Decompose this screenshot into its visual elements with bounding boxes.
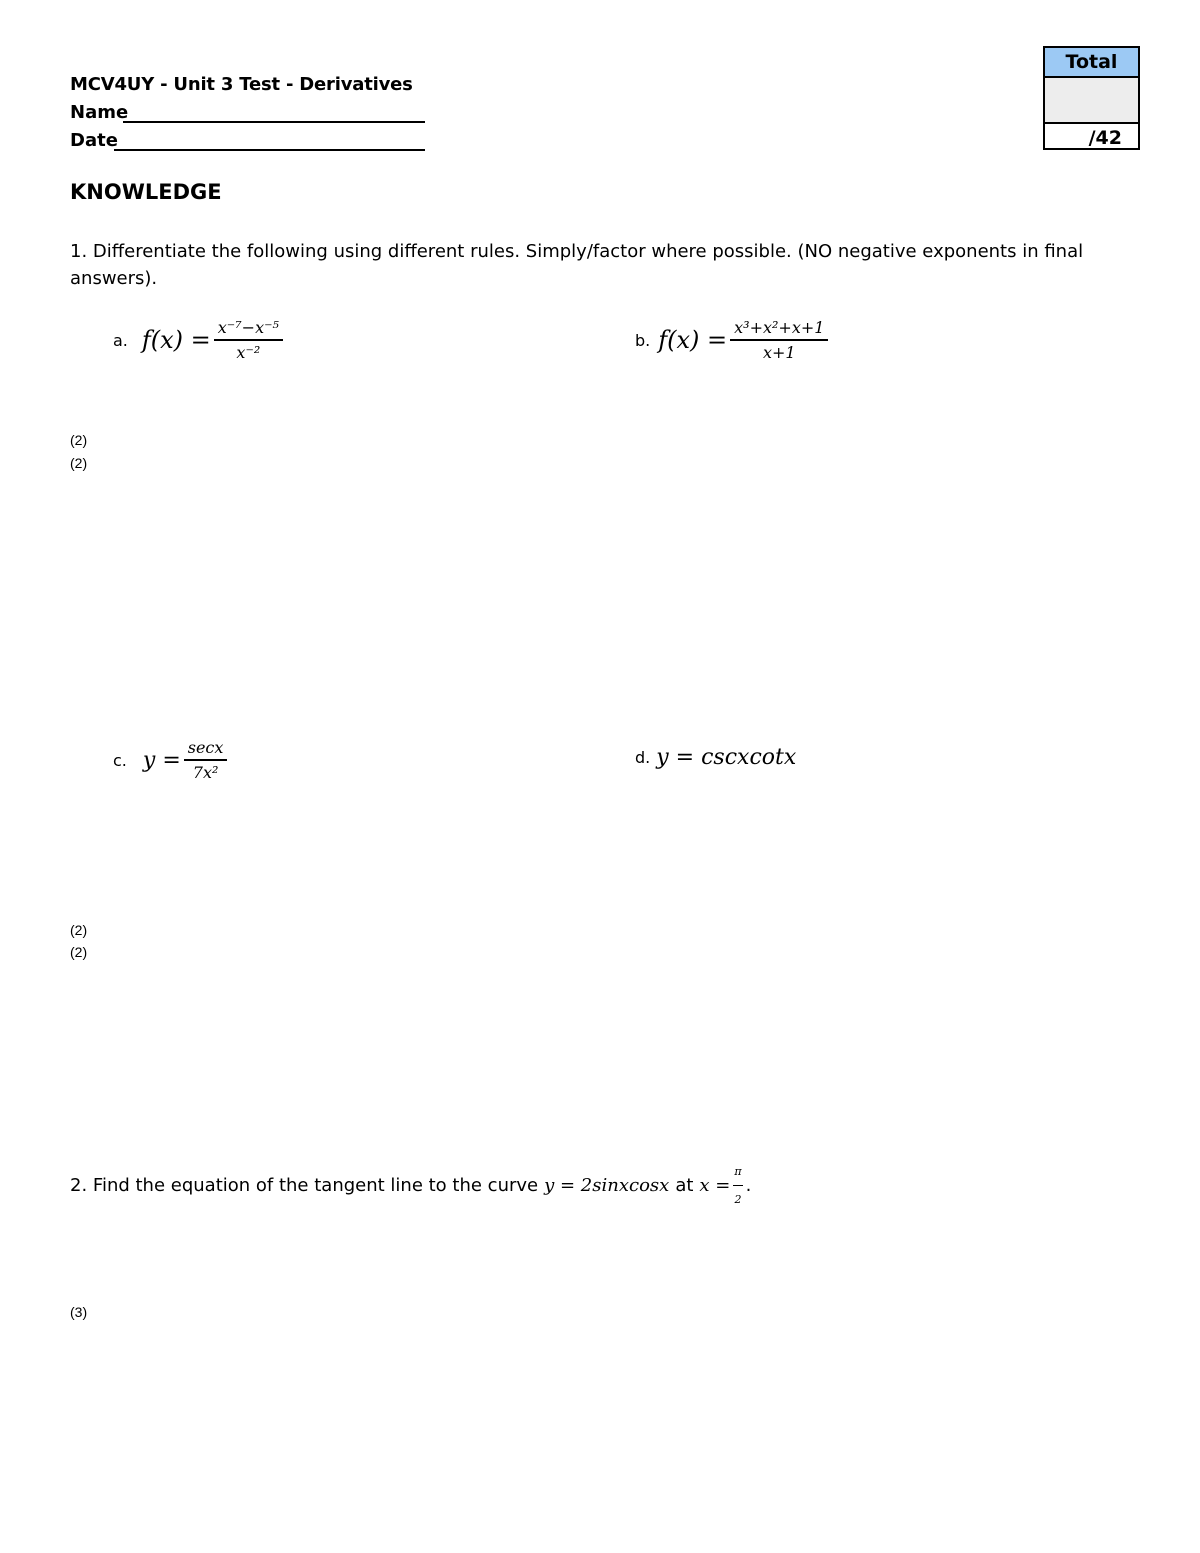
question-2-at: at xyxy=(675,1175,694,1196)
question-2-end: . xyxy=(745,1175,752,1196)
question-2-frac-num: π xyxy=(734,1165,742,1178)
question-1-text: 1. Differentiate the following using different rules. Simply/factor where possible. (NO negative exponents in final answers). xyxy=(70,241,1084,289)
total-score-field[interactable] xyxy=(1045,78,1138,124)
marks-1b: (2) xyxy=(70,455,88,471)
question-2-frac-den: 2 xyxy=(733,1185,742,1213)
question-2-prompt: 2. Find the equation of the tangent line to the curve xyxy=(70,1175,539,1196)
part-c xyxy=(113,738,230,782)
part-c-denominator: 7x² xyxy=(184,759,228,782)
total-label: Total xyxy=(1045,48,1138,78)
name-label: Name xyxy=(70,102,129,123)
marks-1c: (2) xyxy=(70,922,88,938)
part-c-fraction xyxy=(184,738,228,782)
section-title: KNOWLEDGE xyxy=(70,180,222,204)
test-title: MCV4UY - Unit 3 Test - Derivatives xyxy=(70,74,413,95)
part-c-label: c. xyxy=(113,750,127,770)
part-d xyxy=(635,745,796,770)
date-line[interactable] xyxy=(114,149,425,151)
marks-1d: (2) xyxy=(70,944,88,960)
part-b-lhs: f(x) = xyxy=(658,326,728,354)
marks-2: (3) xyxy=(70,1304,88,1320)
question-2-fraction xyxy=(733,1158,742,1213)
part-d-label: d. xyxy=(635,748,651,767)
part-a-fraction xyxy=(214,318,283,362)
part-a-numerator: x⁻⁷−x⁻⁵ xyxy=(217,318,279,337)
part-c-lhs: y = xyxy=(142,747,181,773)
name-line[interactable] xyxy=(123,121,425,123)
part-b-denominator: x+1 xyxy=(730,339,828,362)
total-max-score: /42 xyxy=(1088,127,1122,149)
part-b xyxy=(635,318,831,362)
part-a xyxy=(113,318,286,362)
part-a-denominator: x⁻² xyxy=(214,339,283,362)
part-b-label: b. xyxy=(635,330,651,350)
part-a-lhs: f(x) = xyxy=(141,326,211,354)
part-b-numerator: x³+x²+x+1 xyxy=(734,318,825,337)
date-label: Date xyxy=(70,130,118,151)
part-b-fraction xyxy=(730,318,828,362)
part-d-expression: y = cscxcotx xyxy=(656,745,797,770)
question-2-x-equals: x = xyxy=(699,1175,731,1196)
total-score-box xyxy=(1043,46,1140,150)
question-2-text xyxy=(70,1158,751,1213)
part-a-label: a. xyxy=(113,330,128,350)
part-c-numerator: secx xyxy=(187,738,224,757)
marks-1a: (2) xyxy=(70,432,88,448)
question-2-equation: y = 2sinxcosx xyxy=(544,1175,670,1196)
